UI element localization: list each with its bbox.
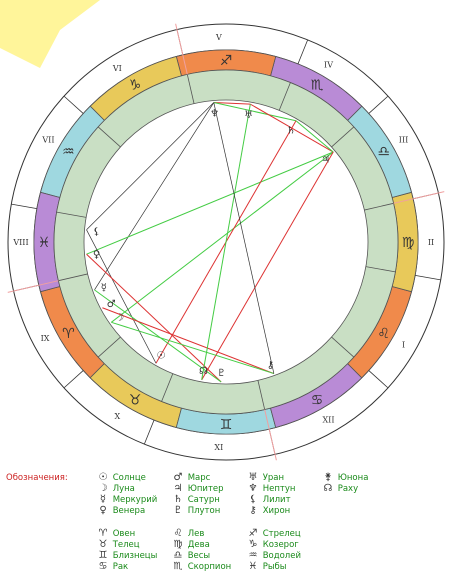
legend-label: Весы xyxy=(185,551,211,561)
zodiac-sign-glyph: ♊ xyxy=(219,417,233,433)
planet-glyph: ☽ xyxy=(115,312,124,324)
legend-label: Уран xyxy=(260,473,285,483)
legend-glyph-icon: ♑ xyxy=(248,539,258,550)
legend-sign-item xyxy=(171,550,210,561)
legend-label: Близнецы xyxy=(110,551,158,561)
house-label: IX xyxy=(40,334,50,344)
legend-glyph-icon: ♅ xyxy=(248,472,258,483)
legend-label: Овен xyxy=(110,529,136,539)
legend-glyph-icon: ☊ xyxy=(323,483,333,494)
house-label: I xyxy=(401,340,406,350)
legend-label: Козерог xyxy=(260,540,299,550)
legend-glyph-icon: ♈ xyxy=(98,528,108,539)
zodiac-sign-glyph: ♋ xyxy=(310,392,324,409)
legend-sign-item xyxy=(96,539,140,550)
legend-label: Лев xyxy=(185,529,205,539)
legend-label: Раху xyxy=(335,484,359,494)
zodiac-sign-glyph: ♈ xyxy=(62,326,75,342)
legend-glyph-icon: ♉ xyxy=(98,539,108,550)
house-label: VIII xyxy=(13,238,29,247)
legend-glyph-icon: ♆ xyxy=(248,483,258,494)
house-label: V xyxy=(215,33,222,43)
legend-glyph-icon: ♂ xyxy=(173,472,183,483)
zodiac-sign-glyph: ♉ xyxy=(128,392,142,409)
legend-glyph-icon: ☿ xyxy=(99,494,107,505)
planet-glyph: ♄ xyxy=(286,125,296,137)
planet-glyph: ♆ xyxy=(210,108,220,120)
legend-planet-item xyxy=(246,505,290,516)
legend-planet-item xyxy=(96,505,145,516)
legend-sign-item xyxy=(96,550,157,561)
planet-glyph: ♅ xyxy=(244,109,254,121)
house-label: XII xyxy=(322,415,335,425)
legend-sign-item xyxy=(246,528,301,539)
legend-title: Обозначения: xyxy=(6,473,68,483)
legend-planet-item xyxy=(171,483,224,494)
legend-sign-item xyxy=(246,561,287,572)
legend-label: Водолей xyxy=(260,551,301,561)
legend-sign-item xyxy=(246,539,299,550)
legend-planet-item xyxy=(96,494,157,505)
planet-glyph: ⚸ xyxy=(92,226,101,238)
legend-planet-item xyxy=(246,472,284,483)
house-label: VI xyxy=(112,64,122,74)
legend-glyph-icon: ♐ xyxy=(248,528,258,539)
planet-glyph: ☊ xyxy=(198,366,208,378)
legend-sign-item xyxy=(171,528,204,539)
legend-planet-item xyxy=(96,483,135,494)
legend-label: Телец xyxy=(110,540,140,550)
legend-label: Луна xyxy=(110,484,135,494)
legend-glyph-icon: ☽ xyxy=(98,483,108,494)
legend-glyph-icon: ♏ xyxy=(173,561,183,572)
zodiac-sign-glyph: ♓ xyxy=(37,235,51,251)
planet-glyph: ♂ xyxy=(106,299,116,311)
house-label: IV xyxy=(324,60,333,70)
legend-glyph-icon: ♀ xyxy=(99,505,107,516)
planet-glyph: ☿ xyxy=(100,282,107,294)
legend-glyph-icon: ☉ xyxy=(98,472,108,483)
legend-label: Рыбы xyxy=(260,562,287,572)
zodiac-sign-glyph: ♒ xyxy=(62,144,75,160)
legend-glyph-icon: ♇ xyxy=(173,505,183,516)
legend-planet-item xyxy=(171,494,220,505)
legend-glyph-icon: ♍ xyxy=(173,539,183,550)
legend-label: Юпитер xyxy=(185,484,224,494)
legend-glyph-icon: ♋ xyxy=(98,561,108,572)
legend-label: Юнона xyxy=(335,473,369,483)
legend-planet-item xyxy=(321,472,368,483)
planet-glyph: ⚷ xyxy=(266,360,275,372)
house-label: II xyxy=(427,238,435,247)
legend-planet-item xyxy=(246,483,295,494)
planet-glyph: ☉ xyxy=(156,350,166,362)
legend-glyph-icon: ♄ xyxy=(173,494,183,505)
legend-sign-item xyxy=(96,561,128,572)
house-label: X xyxy=(114,411,121,421)
legend-sign-item xyxy=(246,550,301,561)
legend-label: Сатурн xyxy=(185,495,220,505)
legend-glyph-icon: ⚸ xyxy=(249,494,257,505)
planet-glyph: ♀ xyxy=(92,249,101,261)
legend-glyph-icon: ⚵ xyxy=(324,472,332,483)
legend-planet-item xyxy=(246,494,291,505)
legend-label: Хирон xyxy=(260,506,291,516)
legend-planet-item xyxy=(171,472,210,483)
legend-label: Нептун xyxy=(260,484,296,494)
legend-planet-item xyxy=(171,505,220,516)
legend-glyph-icon: ♒ xyxy=(248,550,258,561)
house-label: XI xyxy=(214,442,224,452)
legend-label: Скорпион xyxy=(185,562,232,572)
legend-glyph-icon: ♓ xyxy=(248,561,258,572)
legend-planet-item xyxy=(321,483,358,494)
legend-label: Лилит xyxy=(260,495,291,505)
legend-label: Стрелец xyxy=(260,529,301,539)
legend-sign-item xyxy=(171,539,210,550)
legend-label: Рак xyxy=(110,562,129,572)
legend-label: Солнце xyxy=(110,473,146,483)
zodiac-sign-glyph: ♌ xyxy=(377,326,390,342)
legend-sign-item xyxy=(171,561,231,572)
zodiac-sign-glyph: ♏ xyxy=(310,77,324,94)
legend-label: Дева xyxy=(185,540,210,550)
zodiac-sign-glyph: ♍ xyxy=(401,235,415,251)
legend-glyph-icon: ♊ xyxy=(98,550,108,561)
planet-glyph: ♇ xyxy=(216,367,226,379)
legend-sign-item xyxy=(96,528,135,539)
legend-glyph-icon: ⚷ xyxy=(249,505,257,516)
planet-glyph: ♃ xyxy=(321,154,331,166)
legend-label: Марс xyxy=(185,473,211,483)
legend-planet-item xyxy=(96,472,146,483)
house-label: VII xyxy=(42,135,55,145)
legend-label: Плутон xyxy=(185,506,221,516)
house-label: III xyxy=(398,135,409,145)
zodiac-sign-glyph: ♐ xyxy=(219,53,233,69)
zodiac-sign-glyph: ♑ xyxy=(128,77,142,94)
legend-glyph-icon: ♃ xyxy=(173,483,183,494)
legend-glyph-icon: ♎ xyxy=(173,550,183,561)
legend-glyph-icon: ♌ xyxy=(173,528,183,539)
zodiac-sign-glyph: ♎ xyxy=(377,144,390,160)
legend-label: Меркурий xyxy=(110,495,158,505)
legend-label: Венера xyxy=(110,506,146,516)
